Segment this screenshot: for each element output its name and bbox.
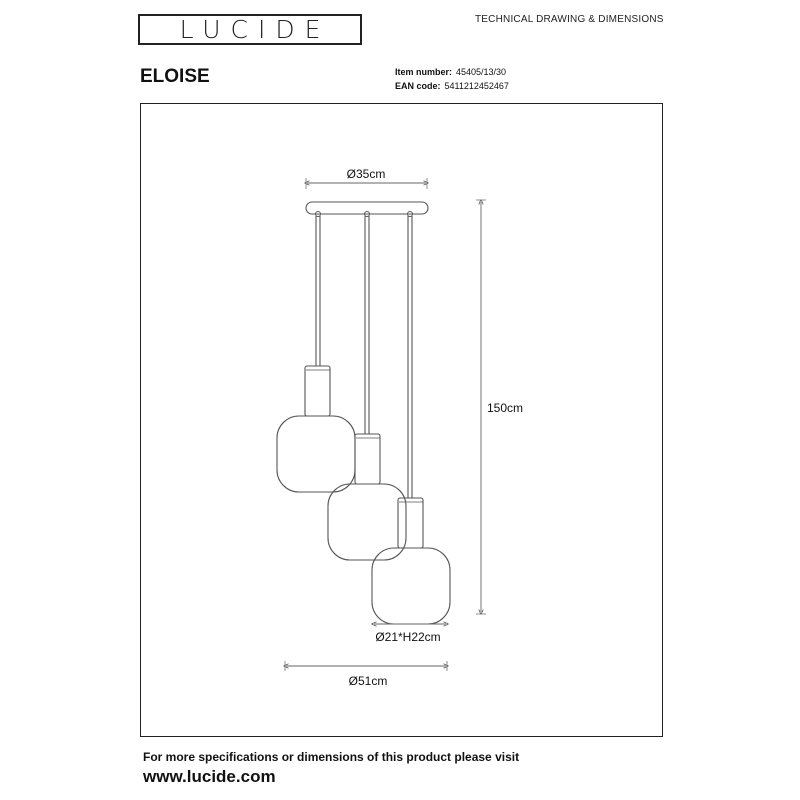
footer-info-text: For more specifications or dimensions of this product please visit xyxy=(143,750,520,764)
ean-code-value: 5411212452467 xyxy=(444,81,509,91)
item-number-label: Item number: xyxy=(395,67,453,77)
overall-diameter-dimension xyxy=(285,661,447,688)
canopy-diameter-dimension xyxy=(306,167,427,189)
total-height-label: 150cm xyxy=(487,401,524,415)
document-type-label: TECHNICAL DRAWING & DIMENSIONS xyxy=(475,14,664,25)
shade-size-dimension xyxy=(374,624,446,644)
ceiling-canopy xyxy=(306,202,428,214)
shade-size-label: Ø21*H22cm xyxy=(375,630,441,644)
overall-diameter-label: Ø51cm xyxy=(348,674,388,688)
canopy-diameter-label: Ø35cm xyxy=(346,167,386,181)
website-link[interactable]: www.lucide.com xyxy=(143,767,276,786)
item-number-value: 45405/13/30 xyxy=(456,67,507,77)
pendant-shade-left xyxy=(277,366,355,492)
brand-logo-text: LUCIDE xyxy=(179,15,331,44)
suspension-cables xyxy=(316,216,412,498)
ean-code-label: EAN code: xyxy=(395,81,441,91)
pendant-shade-middle xyxy=(328,434,406,560)
product-name: ELOISE xyxy=(140,66,210,87)
pendant-shade-right xyxy=(372,498,450,624)
total-height-dimension xyxy=(476,200,523,614)
